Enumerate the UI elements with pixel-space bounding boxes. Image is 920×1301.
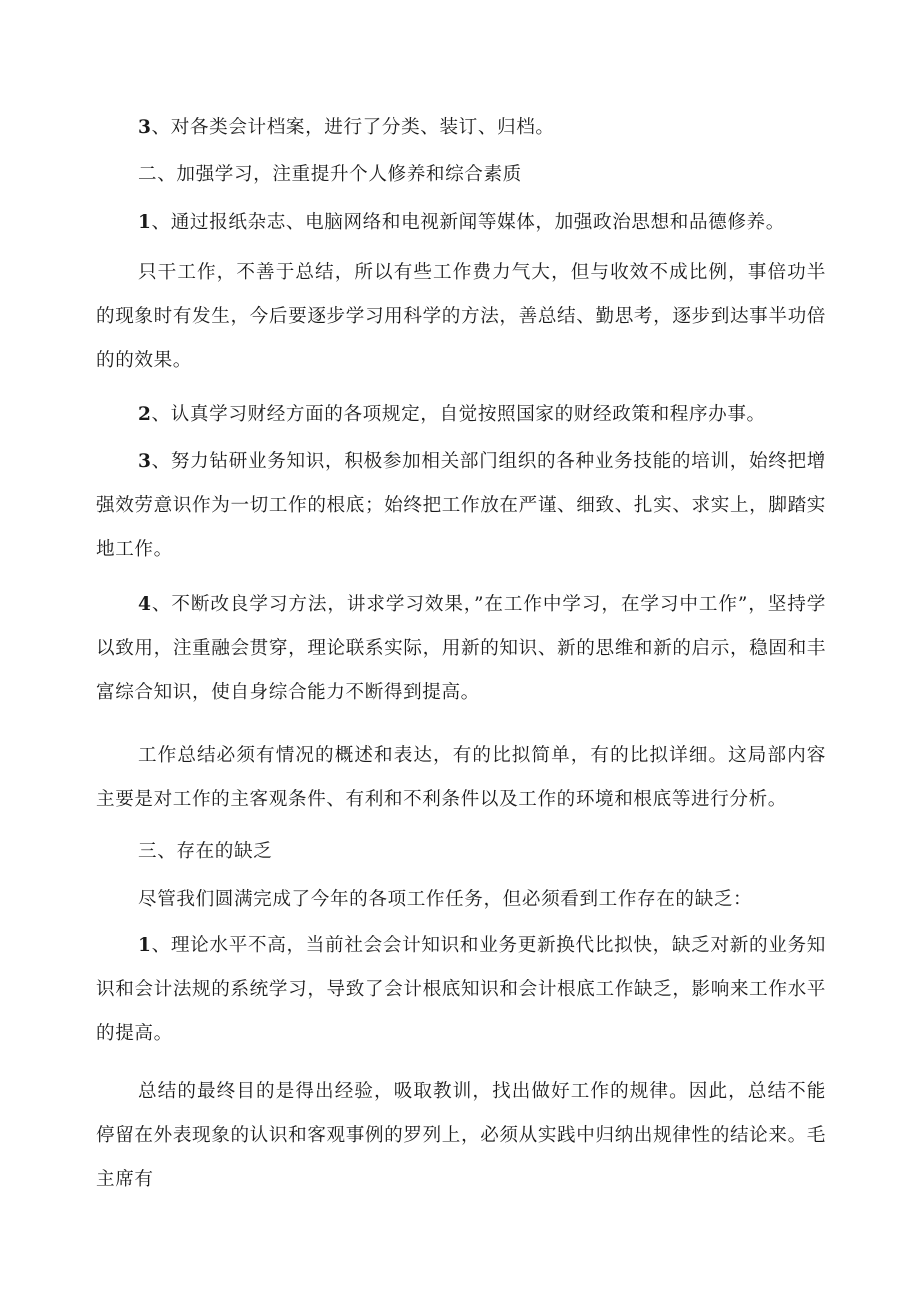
paragraph-11 — [96, 924, 826, 1056]
paragraph-text: 、不断改良学习方法，讲求学习效果，”在工作中学习，在学习中工作”，坚持学以致用，注重融会贯穿，理论联系实际，用新的知识、新的思维和新的启示，稳固和丰富综合知识，使自身综合能力不断得到提高。 — [96, 594, 826, 703]
item-number: 3 — [138, 117, 152, 138]
paragraph-text: 尽管我们圆满完成了今年的各项工作任务，但必须看到工作存在的缺乏： — [138, 889, 753, 910]
paragraph-12 — [96, 1070, 826, 1202]
paragraph-3 — [96, 201, 826, 245]
item-number: 1 — [138, 935, 152, 956]
paragraph-7 — [96, 583, 826, 715]
section-heading-2 — [96, 153, 826, 197]
paragraph-text: 二、加强学习，注重提升个人修养和综合素质 — [138, 164, 522, 185]
paragraph-5 — [96, 393, 826, 437]
section-heading-3 — [96, 830, 826, 874]
paragraph-10 — [96, 878, 826, 922]
paragraph-1 — [96, 106, 826, 150]
item-number: 4 — [138, 594, 152, 615]
paragraph-text: 、对各类会计档案，进行了分类、装订、归档。 — [151, 117, 555, 138]
paragraph-4 — [96, 251, 826, 383]
paragraph-text: 只干工作，不善于总结，所以有些工作费力气大，但与收效不成比例，事倍功半的现象时有发生，今后要逐步学习用科学的方法，善总结、勤思考，逐步到达事半功倍的的效果。 — [96, 262, 826, 371]
item-number: 1 — [138, 212, 152, 233]
item-number: 2 — [138, 404, 152, 425]
item-number: 3 — [138, 451, 152, 472]
paragraph-text: 三、存在的缺乏 — [138, 841, 273, 862]
paragraph-text: 、认真学习财经方面的各项规定，自觉按照国家的财经政策和程序办事。 — [151, 404, 766, 425]
paragraph-text: 、通过报纸杂志、电脑网络和电视新闻等媒体，加强政治思想和品德修养。 — [151, 212, 785, 233]
paragraph-text: 、努力钻研业务知识，积极参加相关部门组织的各种业务技能的培训，始终把增强效劳意识作为一切工作的根底；始终把工作放在严谨、细致、扎实、求实上，脚踏实地工作。 — [96, 451, 826, 560]
paragraph-text: 、理论水平不高，当前社会会计知识和业务更新换代比拟快，缺乏对新的业务知识和会计法规的系统学习，导致了会计根底知识和会计根底工作缺乏，影响来工作水平的提高。 — [96, 935, 826, 1044]
paragraph-text: 工作总结必须有情况的概述和表达，有的比拟简单，有的比拟详细。这局部内容主要是对工作的主客观条件、有利和不利条件以及工作的环境和根底等进行分析。 — [96, 745, 826, 810]
paragraph-text: 总结的最终目的是得出经验，吸取教训，找出做好工作的规律。因此，总结不能停留在外表现象的认识和客观事例的罗列上，必须从实践中归纳出规律性的结论来。毛主席有 — [96, 1081, 826, 1190]
paragraph-6 — [96, 440, 826, 572]
paragraph-8 — [96, 734, 826, 822]
